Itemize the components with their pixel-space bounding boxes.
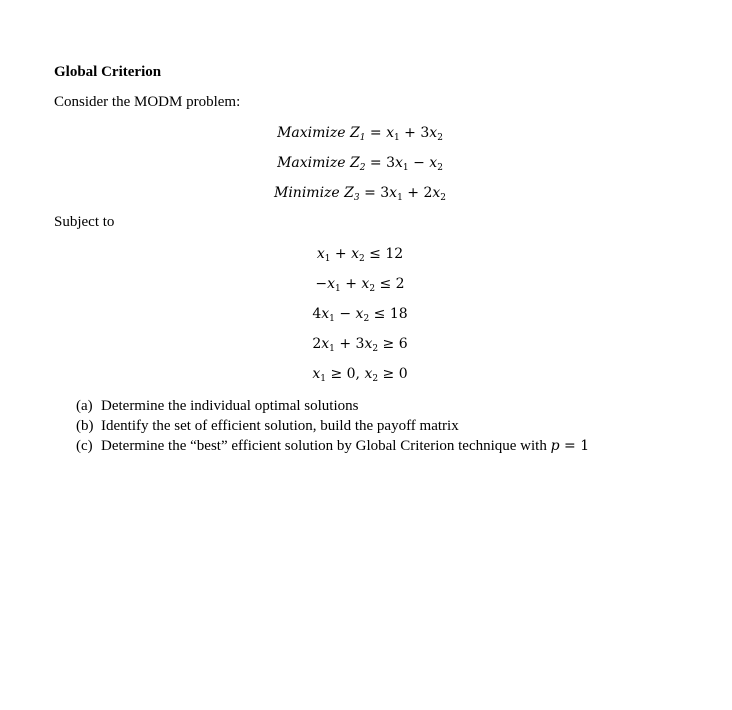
section-title: Global Criterion	[54, 64, 162, 80]
task-marker: (a)	[76, 398, 93, 414]
task-marker: (b)	[76, 418, 94, 434]
objective-1: Maximize $Z_1 = x_1 + 3x_2$	[277, 125, 443, 143]
constraint-3: $4x_1 - x_2 \le 18$	[312, 306, 408, 324]
objective-3: Minimize $Z_3 = 3x_1 + 2x_2$	[273, 185, 446, 203]
p-value-expression: p = 1	[550, 438, 590, 454]
task-marker: (c)	[76, 438, 93, 454]
constraints-list	[230, 243, 490, 393]
task-text: Identify the set of efficient solution, build the payoff matrix	[101, 418, 459, 434]
constraint-4: $2x_1 + 3x_2 \ge 6$	[312, 336, 408, 354]
constraint-2: $-x_1 + x_2 \le 2$	[315, 276, 405, 294]
constraint-1: $x_1 + x_2 \le 12$	[316, 246, 404, 264]
task-text: Determine the individual optimal solutions	[101, 398, 359, 414]
problem-intro: Consider the MODM problem:	[54, 94, 241, 110]
task-item	[76, 396, 589, 416]
task-text: Determine the “best” efficient solution by Global Criterion technique with	[101, 438, 547, 454]
task-item	[76, 436, 589, 456]
task-item	[76, 416, 589, 436]
task-list	[76, 396, 589, 456]
objective-2: Maximize $Z_2 = 3x_1 - x_2$	[277, 155, 443, 173]
objectives-list	[230, 122, 490, 212]
constraint-5: $x_1 \ge 0$, $x_2 \ge 0$	[312, 366, 408, 384]
subject-to-label: Subject to	[54, 214, 115, 230]
